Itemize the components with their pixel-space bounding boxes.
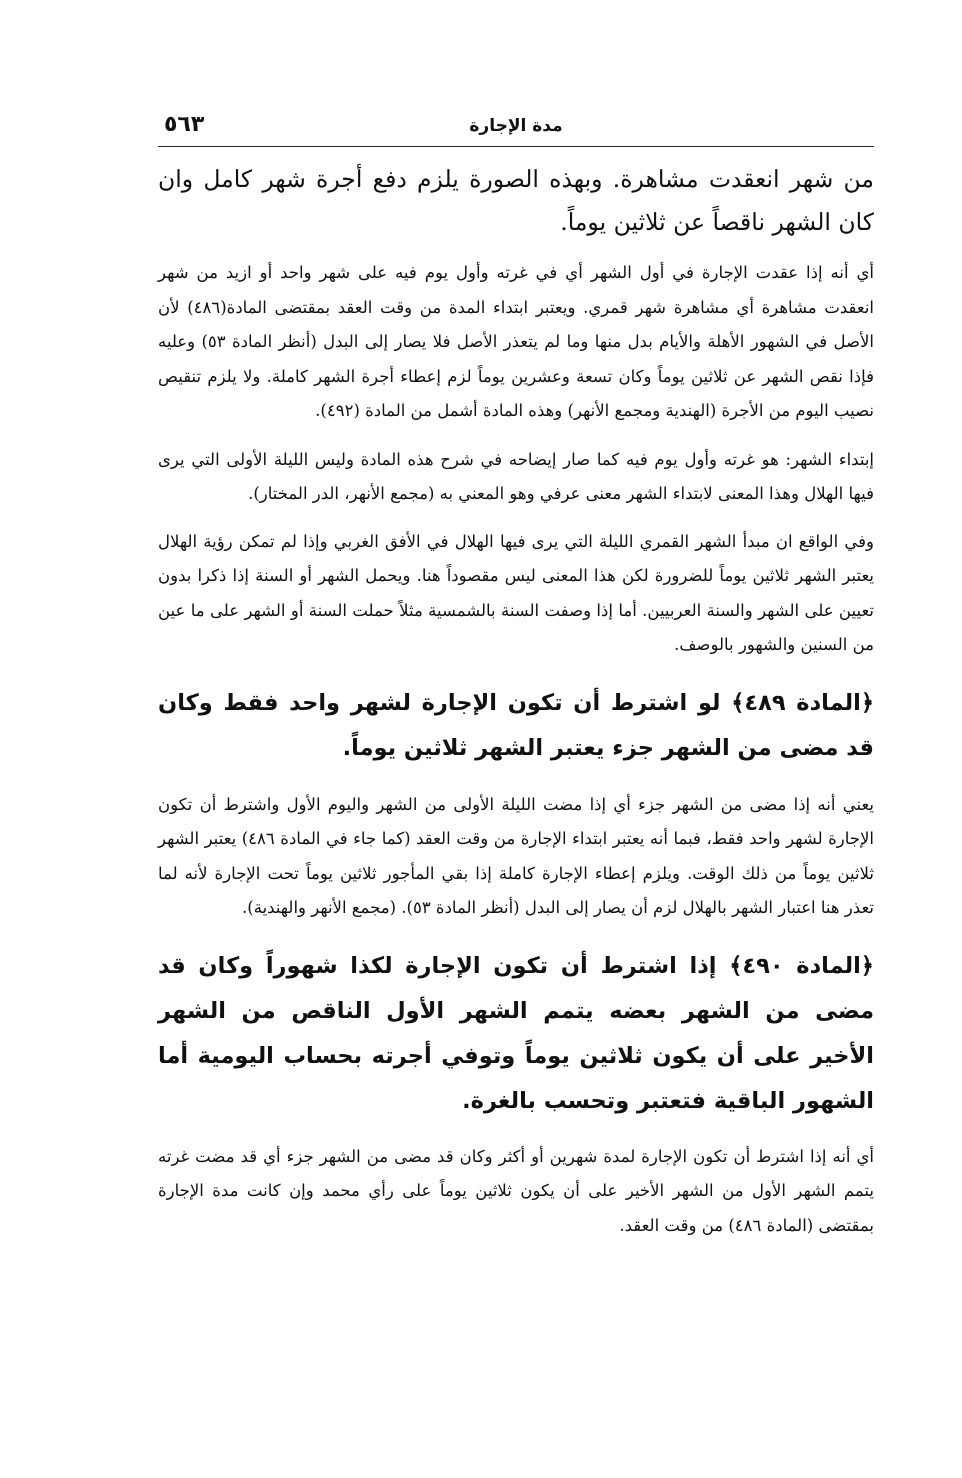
article-489: ﴿المادة ٤٨٩﴾ لو اشترط أن تكون الإجارة لشهر واحد فقط وكان قد مضى من الشهر جزء يعتبر الشهر ثلاثين يوماً.: [158, 689, 874, 761]
commentary-paragraph: يعني أنه إذا مضى من الشهر جزء أي إذا مضت الليلة الأولى من الشهر واليوم الأول واشترط أن تكون الإجارة لشهر واحد فقط، فبما أنه يعتبر ابتداء الإجارة من وقت العقد (كما جاء في المادة ٤٨٦) يعتبر الشهر ثلاثين يوماً من ذلك الوقت. ويلزم إعطاء الإجارة كاملة إذا بقي المأجور ثلاثين يوماً تحت الإجارة لأنه لما تعذر هنا اعتبار الشهر بالهلال لزم أن يصار إلى البدل (أنظر المادة ٥٣). (مجمع الأنهر والهندية).: [158, 794, 874, 917]
page-number: ٥٦٣: [164, 112, 205, 137]
commentary-paragraph: أي أنه إذا عقدت الإجارة في أول الشهر أي في غرته وأول يوم فيه على شهر واحد أو ازيد من شهر انعقدت مشاهرة أي مشاهرة شهر قمري. ويعتبر ابتداء المدة من وقت العقد بمقتضى المادة(٤٨٦) لأن الأصل في الشهور الأهلة والأيام بدل منها وما لم يتعذر الأصل فلا يصار إلى البدل (أنظر المادة ٥٣) وعليه فإذا نقص الشهر عن ثلاثين يوماً وكان تسعة وعشرين يوماً لزم إعطاء أجرة الشهر كاملة. ولا يلزم تنقيص نصيب اليوم من الأجرة (الهندية ومجمع الأنهر) وهذه المادة أشمل من المادة (٤٩٢).: [158, 263, 874, 420]
commentary-paragraph: إبتداء الشهر: هو غرته وأول يوم فيه كما صار إيضاحه في شرح هذه المادة وليس الليلة الأولى التي يرى فيها الهلال وهذا المعنى لابتداء الشهر معنى عرفي وهو المعني به (مجمع الأنهر، الدر المختار).: [158, 449, 874, 503]
paragraph-continuation: من شهر انعقدت مشاهرة. وبهذه الصورة يلزم دفع أجرة شهر كامل وان كان الشهر ناقصاً عن ثلاثين يوماً.: [158, 165, 874, 236]
commentary-paragraph: أي أنه إذا اشترط أن تكون الإجارة لمدة شهرين أو أكثر وكان قد مضى من الشهر جزء أي قد مضت غرته يتمم الشهر الأول من الشهر الأخير على أن يكون ثلاثين يوماً على رأي محمد وإن كانت مدة الإجارة بمقتضى (المادة ٤٨٦) من وقت العقد.: [158, 1146, 874, 1235]
running-title: مدة الإجارة: [469, 116, 563, 136]
page-header: [158, 108, 874, 147]
article-490: ﴿المادة ٤٩٠﴾ إذا اشترط أن تكون الإجارة لكذا شهوراً وكان قد مضى من الشهر بعضه يتمم الشهر الأول الناقص من الشهر الأخير على أن يكون ثلاثين يوماً وتوفي أجرته بحساب اليومية أما الشهور الباقية فتعتبر وتحسب بالغرة.: [158, 952, 874, 1114]
page-body: [158, 158, 874, 1243]
commentary-paragraph: وفي الواقع ان مبدأ الشهر القمري الليلة التي يرى فيها الهلال في الأفق الغربي وإذا لم تمكن رؤية الهلال يعتبر الشهر ثلاثين يوماً للضرورة لكن هذا المعنى ليس مقصوداً هنا. ويحمل الشهر أو السنة إذا ذكرا بدون تعيين على الشهر والسنة العربيين. أما إذا وصفت السنة بالشمسية مثلاً حملت السنة أو الشهر على ما عين من السنين والشهور بالوصف.: [158, 531, 874, 654]
